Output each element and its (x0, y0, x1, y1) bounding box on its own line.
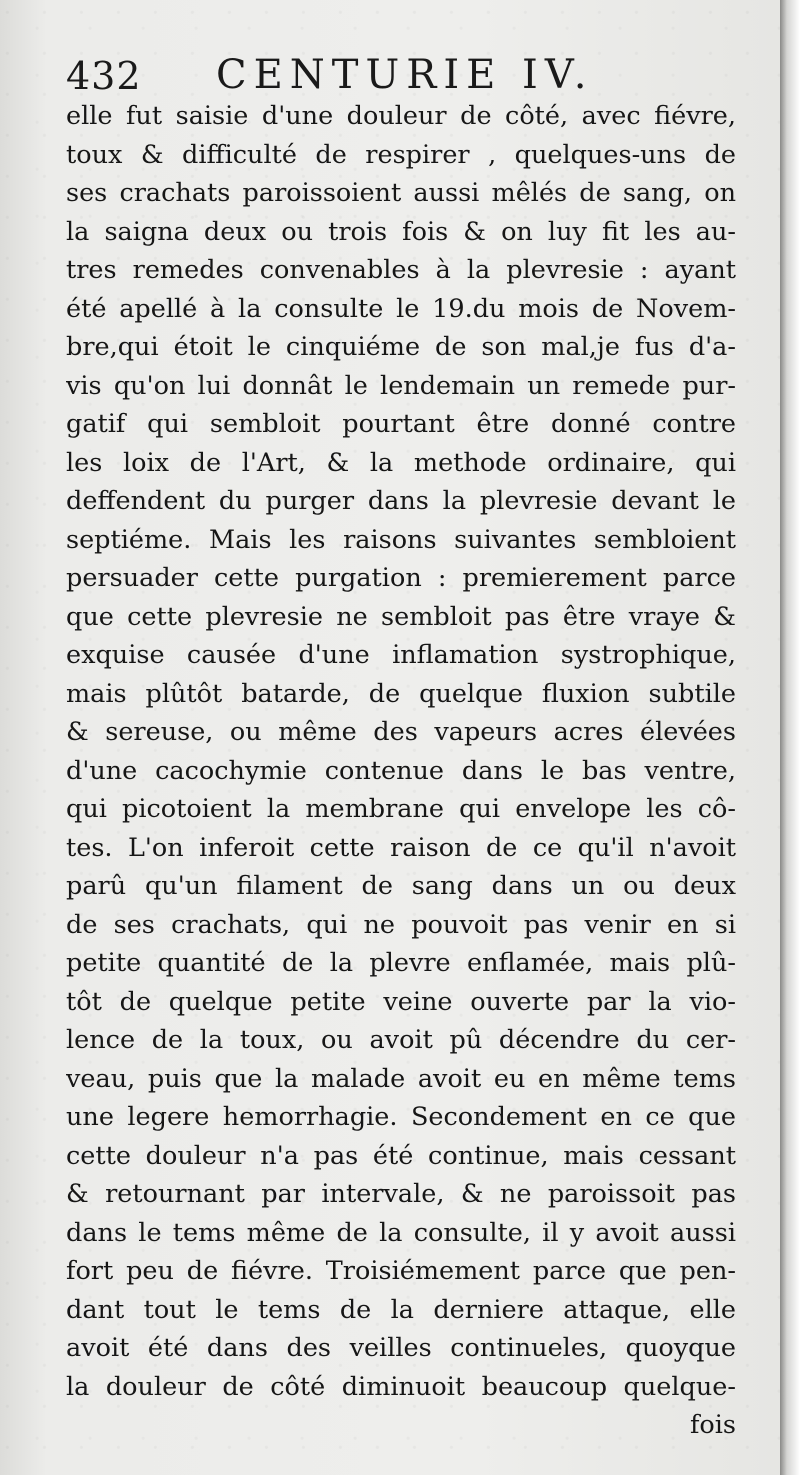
text-line: tres remedes convenables à la plevresie : ayant (66, 255, 736, 285)
text-line: été apellé à la consulte le 19.du mois de Novem- (66, 293, 736, 324)
running-title: CENTURIE IV. (216, 52, 594, 98)
text-line: & retournant par intervale, & ne paroissoit pas (66, 1179, 736, 1209)
text-line: cette douleur n'a pas été continue, mais cessant (66, 1140, 736, 1171)
text-line: d'une cacochymie contenue dans le bas ventre, (66, 755, 736, 786)
text-line: fort peu de fiévre. Troisiémement parce que pen- (66, 1256, 736, 1286)
text-line: septiéme. Mais les raisons suivantes sembloient (66, 524, 736, 555)
text-line: parû qu'un filament de sang dans un ou deux (66, 871, 736, 901)
text-line: & sereuse, ou même des vapeurs acres élevées (66, 717, 736, 747)
text-line: les loix de l'Art, & la methode ordinaire, qui (66, 447, 736, 478)
text-line: vis qu'on lui donnât le lendemain un remede pur- (66, 370, 736, 401)
text-line: ses crachats paroissoient aussi mêlés de sang, on (66, 178, 736, 208)
text-line: petite quantité de la plevre enflamée, mais plû- (66, 948, 736, 978)
text-line: deffendent du purger dans la plevresie devant le (66, 486, 736, 516)
text-line: fois (689, 1410, 736, 1440)
page-edge-shadow (780, 0, 800, 1475)
text-line: la douleur de côté diminuoit beaucoup quelque- (66, 1371, 736, 1402)
text-line: bre,qui étoit le cinquiéme de son mal,je fus d'a- (66, 332, 736, 362)
page-header (66, 48, 626, 98)
text-line: tes. L'on inferoit cette raison de ce qu'il n'avoit (66, 832, 736, 863)
text-line: dant tout le tems de la derniere attaque, elle (66, 1294, 736, 1325)
text-line: la saigna deux ou trois fois & on luy fit les au- (66, 216, 736, 247)
text-line: mais plûtôt batarde, de quelque fluxion subtile (66, 678, 736, 709)
text-line: exquise causée d'une inflamation systrophique, (66, 640, 736, 670)
text-line: gatif qui sembloit pourtant être donné contre (66, 409, 736, 439)
text-line: lence de la toux, ou avoit pû décendre du cer- (66, 1025, 736, 1055)
text-line: avoit été dans des veilles continueles, quoyque (66, 1333, 736, 1363)
text-line: tôt de quelque petite veine ouverte par la vio- (66, 986, 736, 1017)
text-line: que cette plevresie ne sembloit pas être vraye & (66, 601, 736, 632)
text-line: qui picotoient la membrane qui envelope les cô- (66, 794, 736, 824)
text-line: une legere hemorrhagie. Secondement en ce que (66, 1102, 736, 1132)
body-text (66, 97, 736, 1445)
text-line: persuader cette purgation : premierement parce (66, 563, 736, 593)
text-line: elle fut saisie d'une douleur de côté, avec fiévre, (66, 101, 736, 131)
text-line: dans le tems même de la consulte, il y avoit aussi (66, 1217, 736, 1248)
text-line: de ses crachats, qui ne pouvoit pas venir en si (66, 909, 736, 940)
text-line: toux & difficulté de respirer , quelques-uns de (66, 139, 736, 170)
text-line: veau, puis que la malade avoit eu en même tems (66, 1063, 736, 1094)
page-number: 432 (66, 54, 142, 98)
